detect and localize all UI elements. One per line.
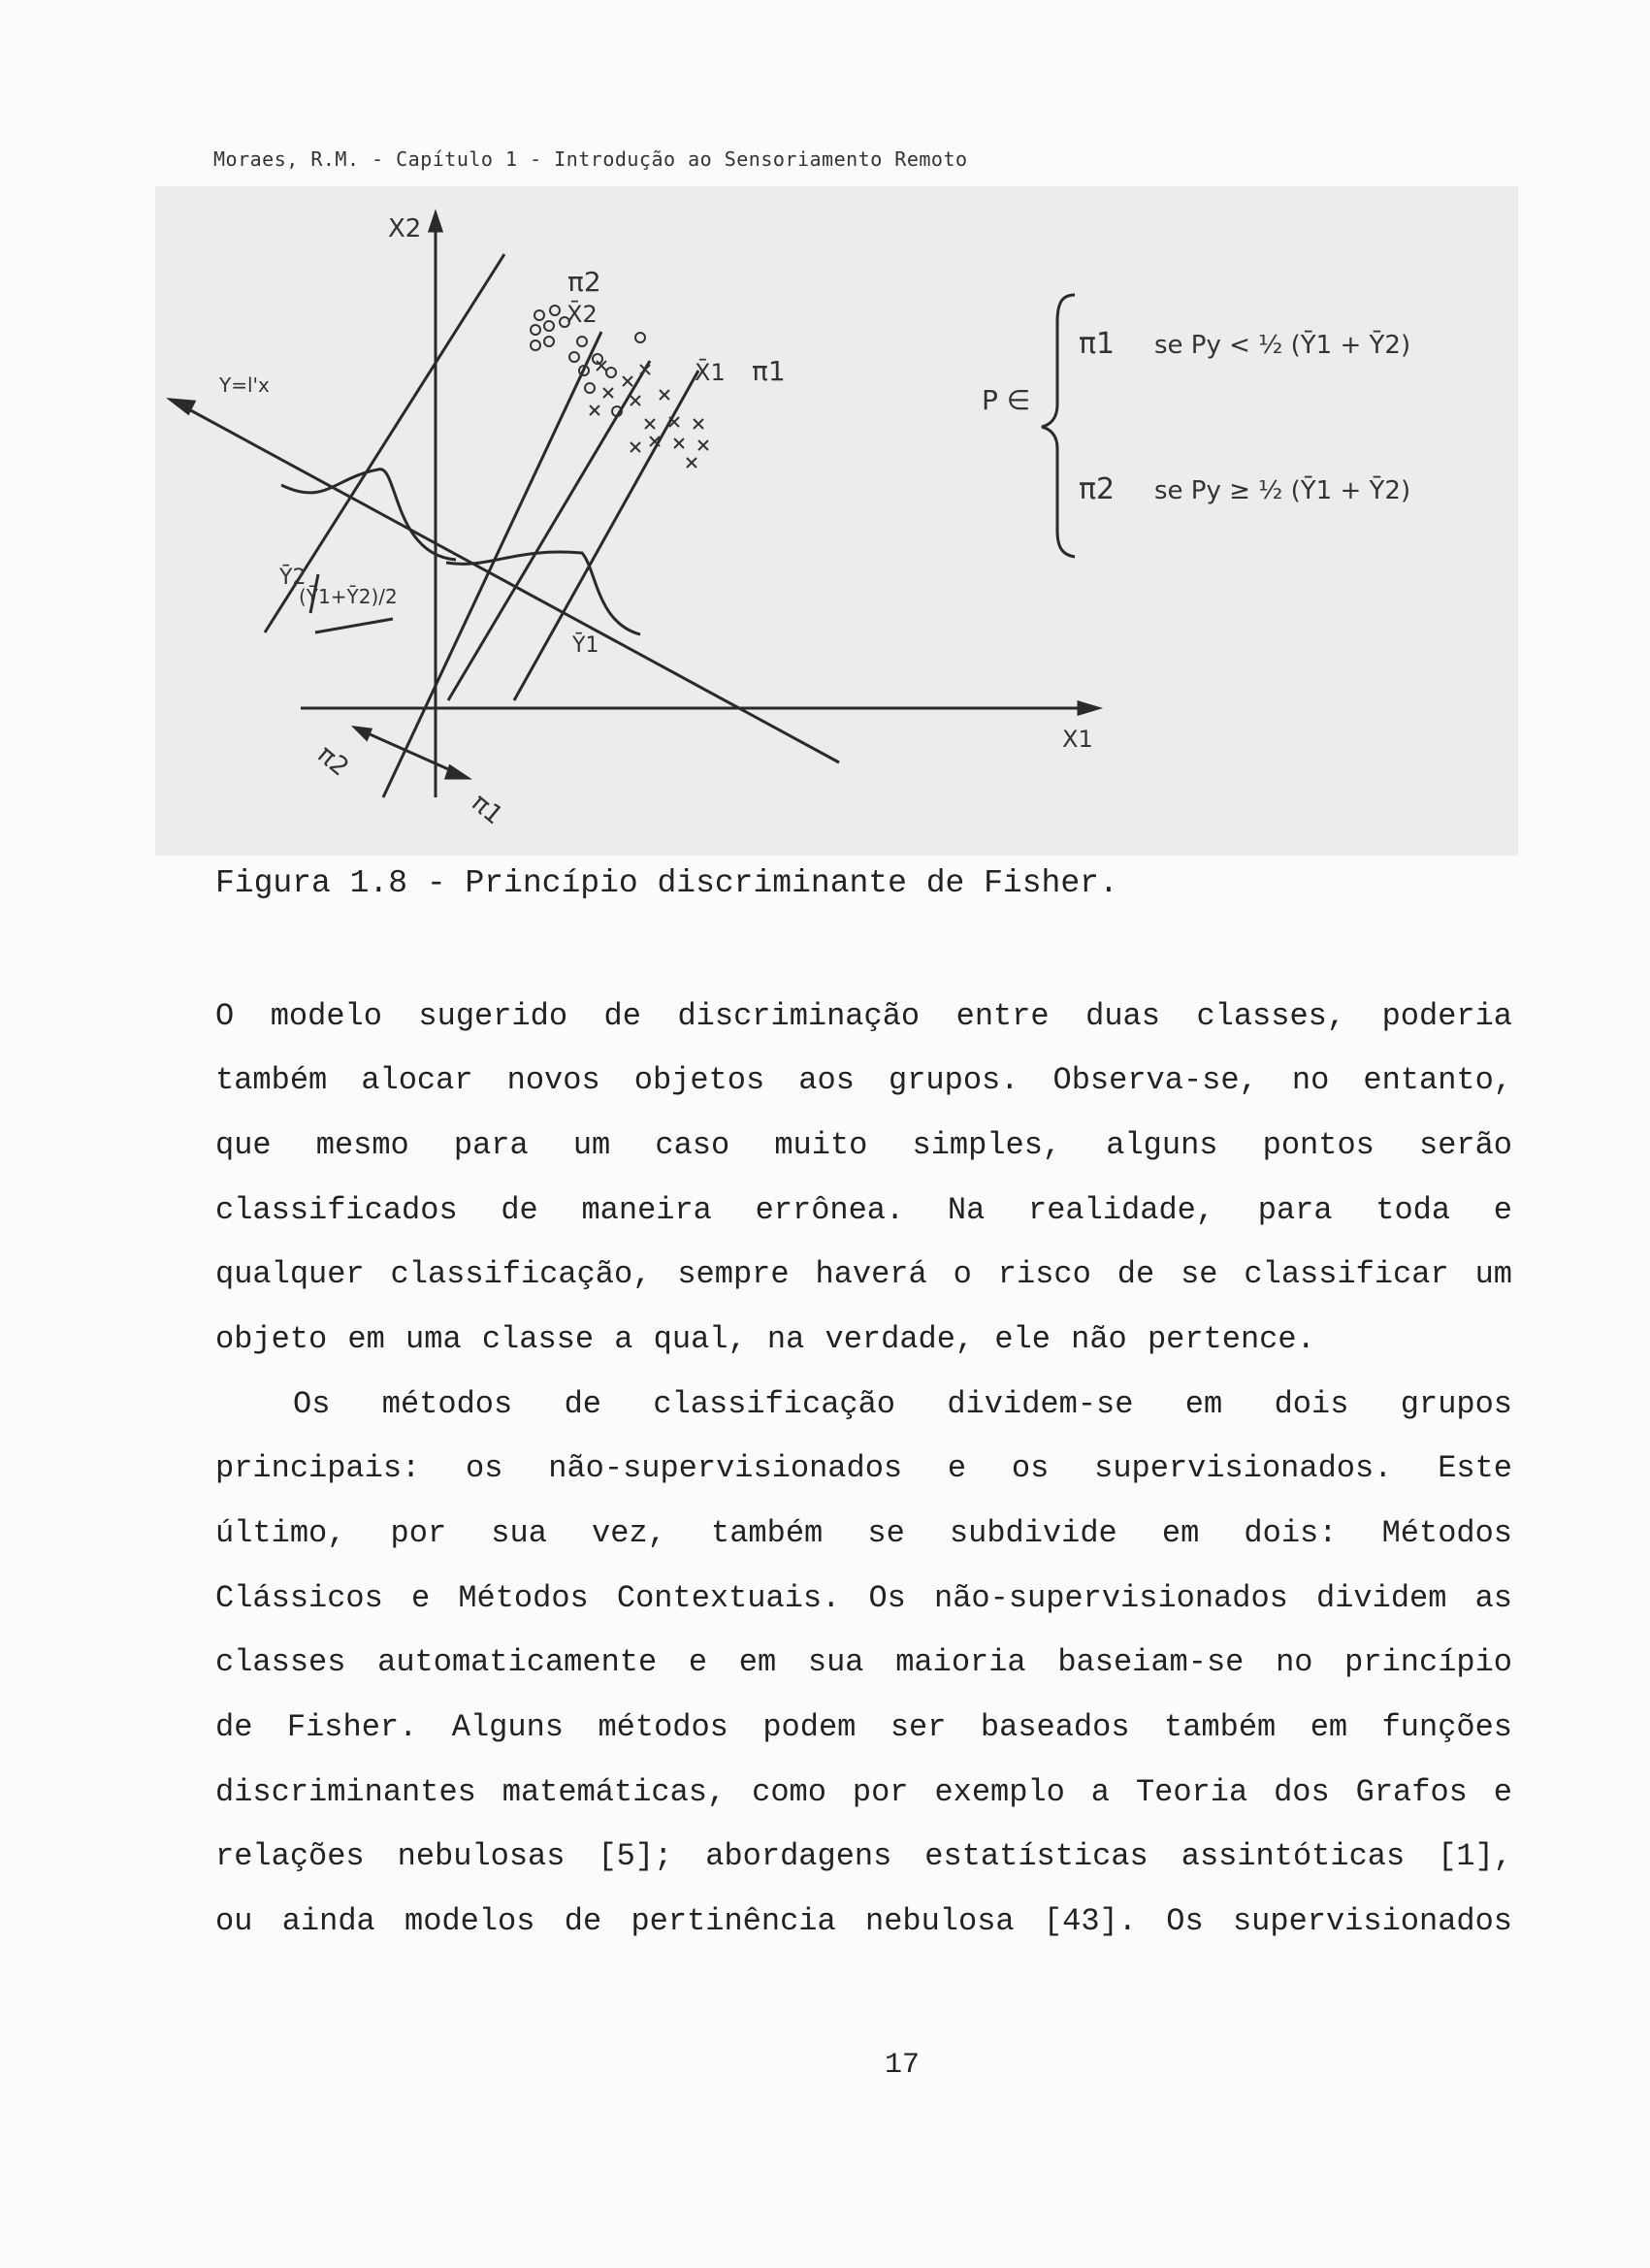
paragraph-2-line: principais: os não-supervisionados e os supervisionados. Este [215, 1450, 1512, 1486]
paragraph-2-line: Clássicos e Métodos Contextuais. Os não-supervisionados dividem as [215, 1580, 1512, 1616]
projection-line-label: Y=l'x [219, 373, 270, 397]
midpoint-label: (Ȳ1+Ȳ2)/2 [299, 585, 398, 608]
pi2-sample-point [544, 321, 554, 331]
rule-case1-condition: se Py < ½ (Ȳ1 + Ȳ2) [1154, 331, 1411, 360]
paragraph-2-line: Os métodos de classificação dividem-se em dois grupos [293, 1386, 1512, 1422]
pi1-bottom-label: π1 [465, 788, 508, 831]
x1-axis-label: X1 [1062, 726, 1093, 753]
x2-axis-label: X2 [388, 214, 422, 243]
pi1-cluster-label: π1 [752, 355, 786, 387]
bottom-arrow-head [446, 766, 468, 778]
paragraph-1-line: O modelo sugerido de discriminação entre duas classes, poderia [215, 998, 1512, 1034]
parallel-line-2 [383, 332, 601, 797]
ybar1-label: Ȳ1 [572, 633, 599, 658]
paragraph-1-line: também alocar novos objetos aos grupos. Observa-se, no entanto, [215, 1062, 1512, 1098]
pi2-sample-point [544, 337, 554, 346]
pi2-sample-point [585, 383, 595, 393]
rule-case1-class: π1 [1079, 327, 1116, 361]
rule-brace [1042, 295, 1075, 557]
running-header: Moraes, R.M. - Capítulo 1 - Introdução ao Sensoriamento Remoto [213, 147, 968, 171]
paragraph-1-line: que mesmo para um caso muito simples, alguns pontos serão [215, 1127, 1512, 1163]
pi1-sample-point [674, 438, 684, 448]
figure-drawing [155, 186, 1518, 856]
midpoint-fraction-bar [315, 619, 393, 632]
paragraph-2-line: ou ainda modelos de pertinência nebulosa [43]. Os supervisionados [215, 1903, 1512, 1939]
ybar2-label: Ȳ2 [279, 566, 307, 590]
xbar1-label: X̄1 [695, 359, 726, 386]
pi2-sample-point [550, 306, 560, 315]
xbar2-label: X̄2 [566, 301, 598, 328]
pi2-sample-point [577, 337, 587, 346]
pi2-sample-point [531, 340, 540, 350]
pi1-sample-point [603, 388, 613, 398]
paragraph-1-line: qualquer classificação, sempre haverá o risco de se classificar um [215, 1256, 1512, 1292]
pi2-sample-point [635, 333, 645, 342]
pi1-sample-point [645, 419, 655, 429]
pi2-sample-point [569, 352, 579, 362]
parallel-line-4 [514, 371, 698, 700]
paragraph-1-line: classificados de maneira errônea. Na realidade, para toda e [215, 1192, 1512, 1228]
pi1-sample-point [590, 405, 599, 415]
x1-axis-arrow [1079, 702, 1098, 714]
density-curve-pi1 [446, 552, 640, 634]
pi1-sample-point [687, 458, 696, 468]
pi1-sample-point [631, 442, 640, 452]
pi2-sample-point [534, 310, 544, 320]
figure-caption: Figura 1.8 - Princípio discriminante de Fisher. [215, 865, 1118, 901]
pi1-sample-point [660, 390, 669, 400]
paragraph-2-line: classes automaticamente e em sua maioria baseiam-se no princípio [215, 1644, 1512, 1680]
pi1-sample-point [623, 376, 632, 386]
fisher-discriminant-figure [155, 186, 1518, 856]
rule-case2-class: π2 [1079, 472, 1116, 506]
x2-axis-arrow [430, 213, 441, 231]
parallel-line-3 [448, 361, 650, 700]
pi2-sample-point [606, 368, 616, 377]
density-curve-pi2 [281, 470, 456, 560]
paragraph-2-line: discriminantes matemáticas, como por exemplo a Teoria dos Grafos e [215, 1774, 1512, 1810]
pi2-cluster-label: π2 [567, 266, 601, 298]
rule-lead: P ∈ [982, 384, 1031, 416]
pi2-bottom-label: π2 [311, 739, 355, 783]
pi2-sample-point [531, 325, 540, 335]
paragraph-2-line: último, por sua vez, também se subdivide em dois: Métodos [215, 1515, 1512, 1551]
projection-line-arrow [171, 400, 194, 413]
paragraph-2-line: relações nebulosas [5]; abordagens estatísticas assintóticas [1], [215, 1838, 1512, 1874]
pi1-sample-point [631, 396, 640, 405]
pi1-sample-point [694, 419, 703, 429]
paragraph-1-line: objeto em uma classe a qual, na verdade, ele não pertence. [215, 1321, 1315, 1357]
pi1-sample-point [698, 440, 708, 450]
page-number: 17 [884, 2049, 920, 2082]
bottom-arrow-tail [355, 728, 371, 739]
paragraph-2-line: de Fisher. Alguns métodos podem ser baseados também em funções [215, 1709, 1512, 1745]
rule-case2-condition: se Py ≥ ½ (Ȳ1 + Ȳ2) [1154, 476, 1411, 505]
